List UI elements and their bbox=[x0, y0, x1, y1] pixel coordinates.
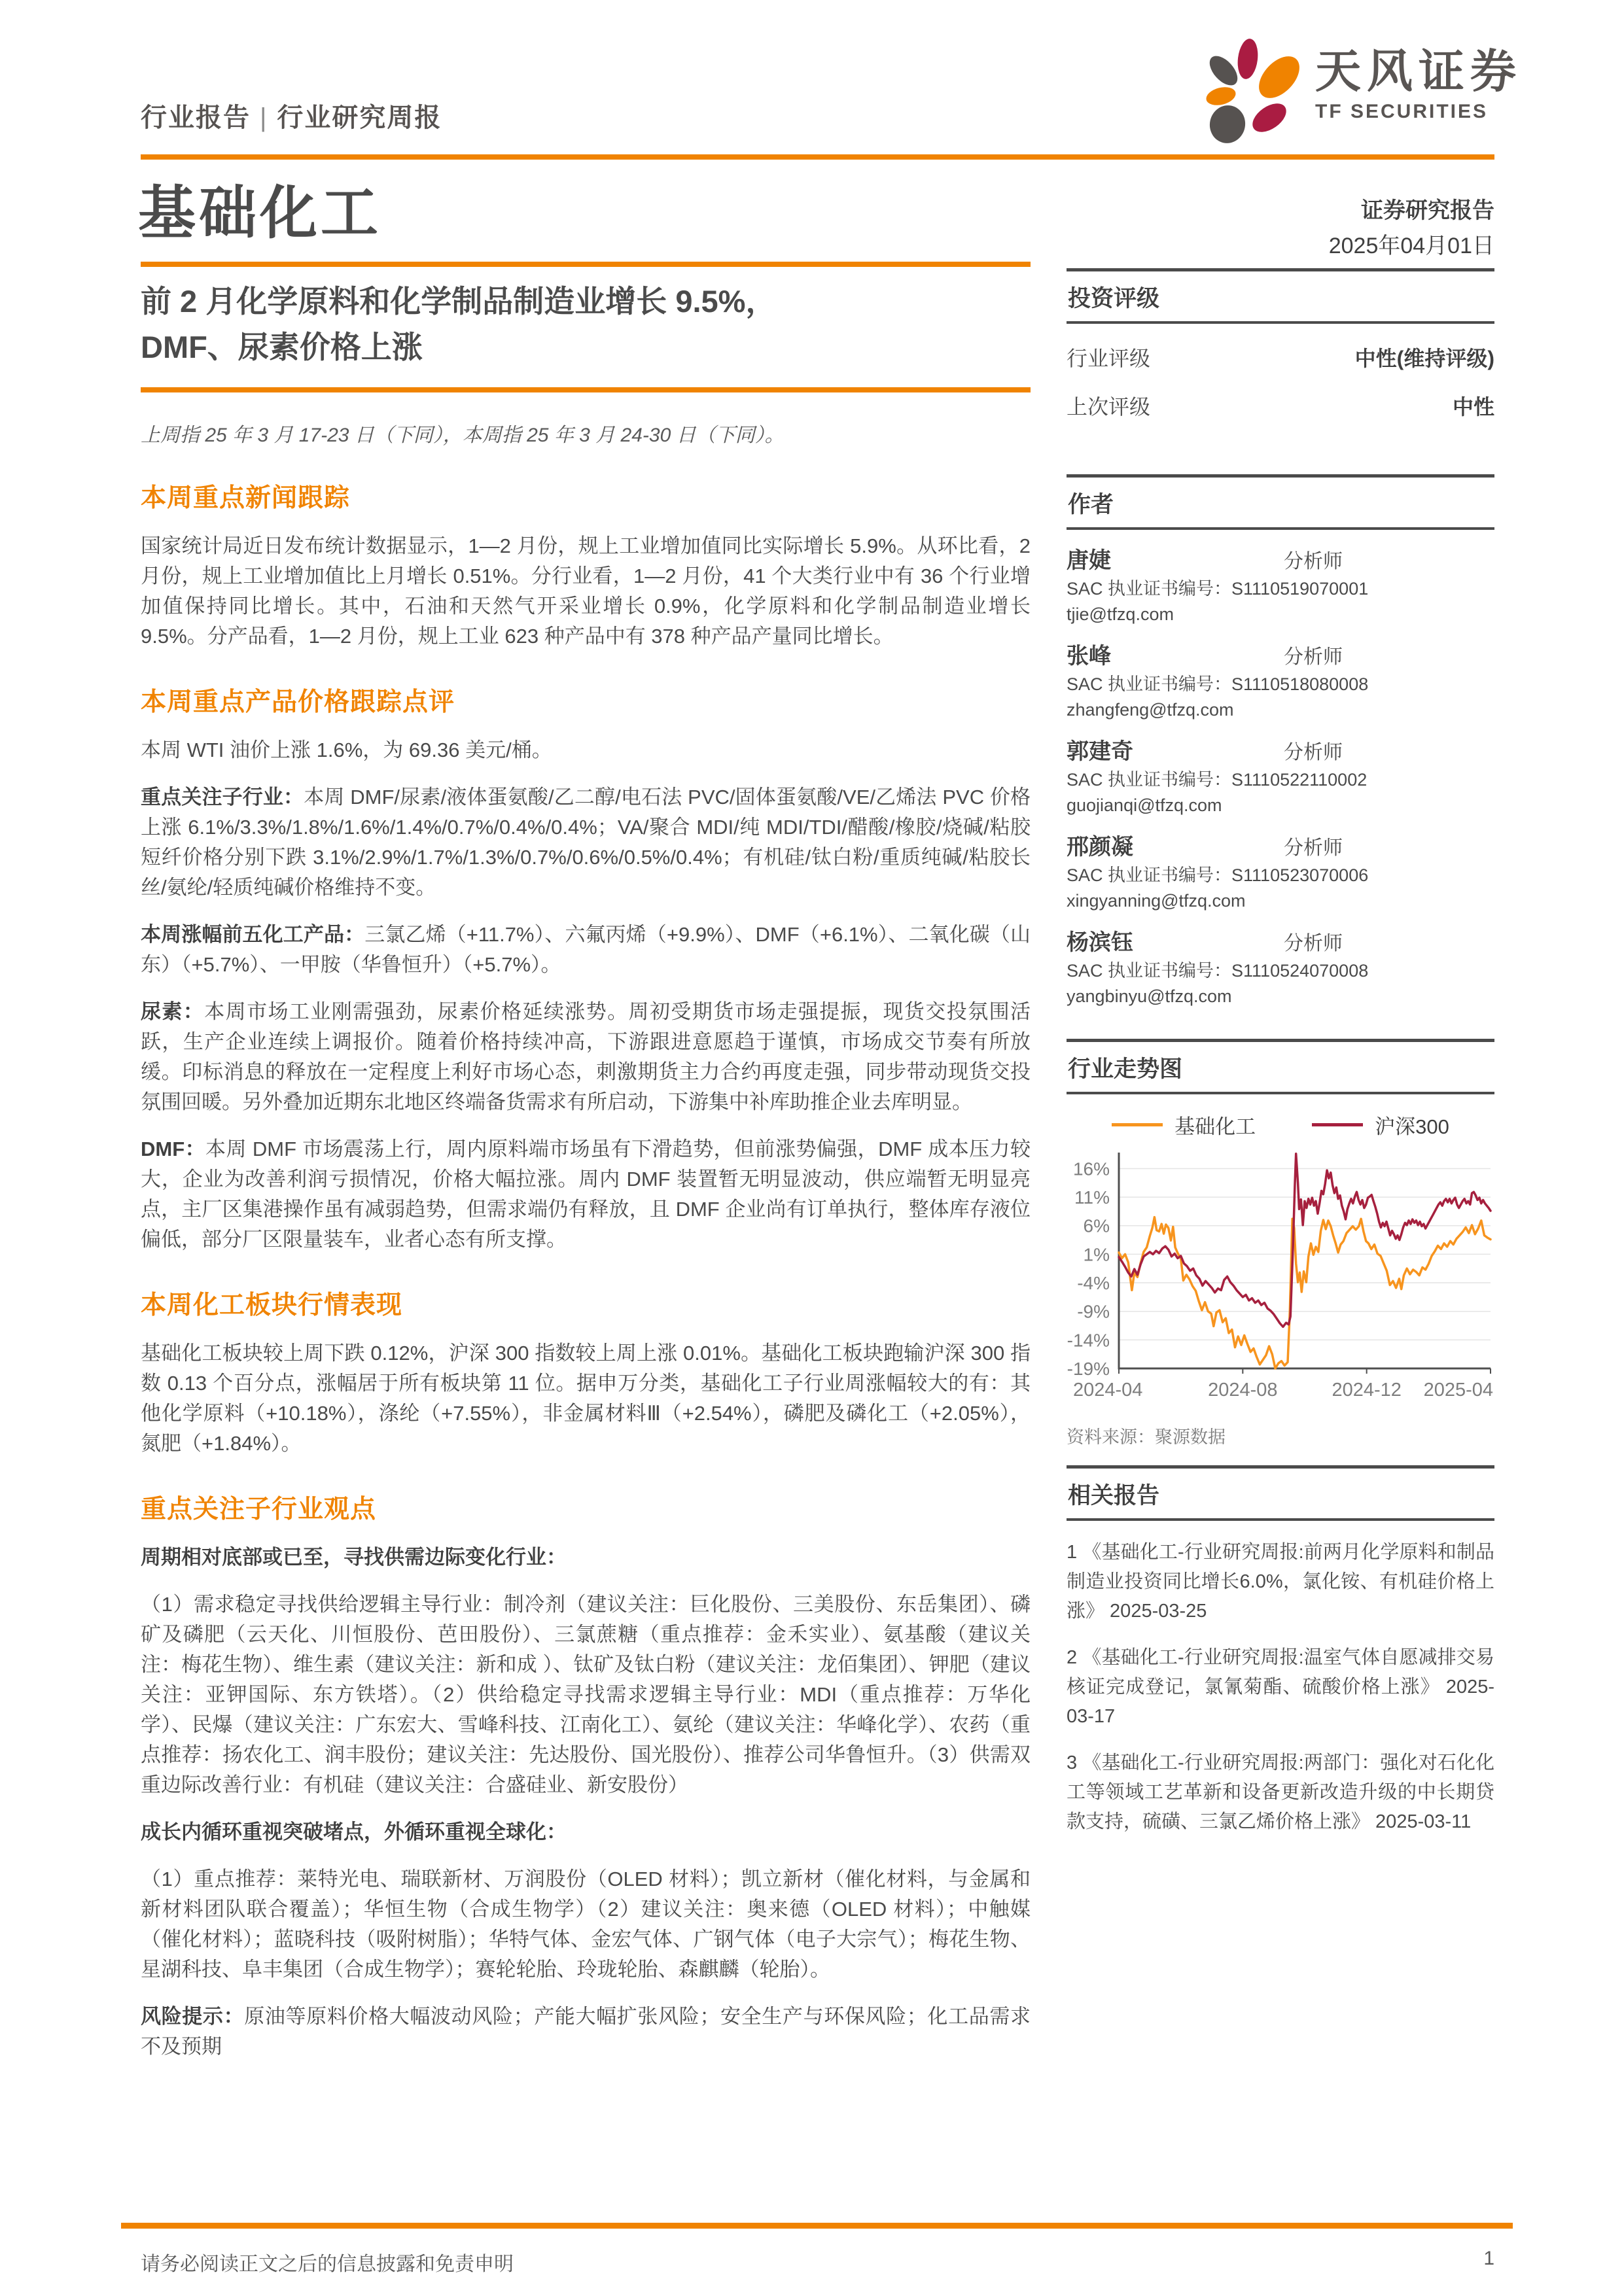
author-role: 分析师 bbox=[1284, 933, 1343, 954]
sidebar bbox=[1067, 268, 1494, 1837]
legend-swatch bbox=[1312, 1123, 1363, 1126]
rating-row bbox=[1067, 342, 1494, 372]
legend-label: 沪深300 bbox=[1375, 1115, 1449, 1138]
rating-value: 中性 bbox=[1452, 395, 1494, 419]
body-paragraph bbox=[141, 1542, 1031, 1573]
rating-label: 上次评级 bbox=[1067, 395, 1151, 419]
author-header bbox=[1067, 638, 1494, 670]
kicker-report-subtype: 行业研究周报 bbox=[277, 103, 442, 132]
paragraph-text: 本周 DMF/尿素/液体蛋氨酸/乙二醇/电石法 PVC/固体蛋氨酸/VE/乙烯法 PVC 价格上涨 6.1%/3.3%/1.8%/1.6%/1.4%/0.7%/0.4%/0.4%；VA/聚合 MDI/纯 MDI/TDI/醋酸/橡胶/烧碱/粘胶短纤价格分别下跌 3.1%/2.9%/1.7%/1.3%/0.7%/0.6%/0.5%/0.4%；有机硅/钛白粉/重质纯碱/粘胶长丝/氨纶/轻质纯碱价格维持不变。 bbox=[141, 786, 1031, 899]
authors-heading: 作者 bbox=[1067, 478, 1494, 530]
paragraph-text: （1）需求稳定寻找供给逻辑主导行业：制冷剂（建议关注：巨化股份、三美股份、东岳集团）、磷矿及磷肥（云天化、川恒股份、芭田股份）、三氯蔗糖（重点推荐：金禾实业）、氨基酸（建议关注：梅花生物）、维生素（建议关注：新和成 ）、钛矿及钛白粉（建议关注：龙佰集团）、钾肥（建议关注：亚钾国际、东方铁塔）。（2）供给稳定寻找需求逻辑主导行业：MDI（重点推荐：万华化学）、民爆（建议关注：广东宏大、雪峰科技、江南化工）、氨纶（建议关注：华峰化学）、农药（重点推荐：扬农化工、润丰股份；建议关注：先达股份、国光股份）、推荐公司华鲁恒升。（3）供需双重边际改善行业：有机硅（建议关注：合盛硅业、新安股份） bbox=[141, 1593, 1031, 1796]
author-entry bbox=[1067, 924, 1494, 1007]
author-name: 郭建奇 bbox=[1067, 739, 1133, 764]
author-name: 唐婕 bbox=[1067, 548, 1111, 573]
y-tick-label: -4% bbox=[1077, 1273, 1110, 1294]
author-email: guojianqi@tfzq.com bbox=[1067, 795, 1222, 815]
paragraph-lead: 本周涨幅前五化工产品： bbox=[141, 923, 365, 946]
x-tick-label: 2025-04 bbox=[1423, 1380, 1493, 1400]
author-header bbox=[1067, 733, 1494, 765]
body-paragraph bbox=[141, 1864, 1031, 1985]
y-tick-label: -9% bbox=[1077, 1301, 1110, 1322]
page-number: 1 bbox=[1483, 2248, 1494, 2269]
report-date: 2025年04月01日 bbox=[1328, 234, 1494, 258]
section-heading: 本周化工板块行情表现 bbox=[141, 1291, 403, 1319]
x-tick-label: 2024-12 bbox=[1332, 1380, 1402, 1400]
paragraph-lead: 重点关注子行业： bbox=[141, 786, 304, 809]
y-tick-label: -19% bbox=[1067, 1359, 1110, 1379]
x-tick-label: 2024-04 bbox=[1073, 1380, 1143, 1400]
paragraph-text: 本周 WTI 油价上涨 1.6%，为 69.36 美元/桶。 bbox=[141, 739, 552, 761]
x-tick-label: 2024-08 bbox=[1208, 1380, 1278, 1400]
trend-block bbox=[1067, 1039, 1494, 1448]
period-note: 上周指 25 年 3 月 17-23 日（下同），本周指 25 年 3 月 24-30 日（下同）。 bbox=[141, 425, 785, 446]
logo-petal-crimson-bottom bbox=[1247, 97, 1291, 137]
rating-heading: 投资评级 bbox=[1067, 271, 1494, 324]
industry-title: 基础化工 bbox=[138, 181, 382, 245]
kicker-report-type: 行业报告 bbox=[141, 103, 251, 132]
section-heading: 本周重点产品价格跟踪点评 bbox=[141, 688, 455, 716]
trend-chart-svg bbox=[1067, 1146, 1494, 1408]
logo-petal-gray-upperleft bbox=[1205, 51, 1243, 90]
rating-block bbox=[1067, 268, 1494, 445]
related-reports-heading: 相关报告 bbox=[1067, 1469, 1494, 1521]
author-cert: SAC 执业证书编号：S1110523070006 bbox=[1067, 865, 1369, 885]
author-header bbox=[1067, 829, 1494, 861]
logo-petal-crimson-top bbox=[1235, 37, 1260, 80]
body-paragraph bbox=[141, 1590, 1031, 1800]
body-paragraph bbox=[141, 1817, 1031, 1847]
paragraph-lead: 成长内循环重视突破堵点，外循环重视全球化： bbox=[141, 1820, 567, 1843]
body-paragraph bbox=[141, 920, 1031, 980]
brand-logo bbox=[1201, 37, 1522, 147]
rating-rows bbox=[1067, 342, 1494, 445]
body-paragraph bbox=[141, 531, 1031, 652]
disclaimer-note: 请务必阅读正文之后的信息披露和免责申明 bbox=[141, 2253, 514, 2275]
footer-divider bbox=[121, 2223, 1513, 2229]
author-role: 分析师 bbox=[1284, 551, 1343, 572]
body-paragraph bbox=[141, 1338, 1031, 1459]
paragraph-text: 本周 DMF 市场震荡上行，周内原料端市场虽有下滑趋势，但前涨势偏强，DMF 成本压力较大，企业为改善利润亏损情况，价格大幅拉涨。周内 DMF 装置暂无明显波动，供应端暂无明显亮点，主厂区集港操作虽有减弱趋势，但需求端仍有释放，且 DMF 企业尚有订单执行，整体库存液位偏低，部分厂区限量装车，业者心态有所支撑。 bbox=[141, 1138, 1031, 1251]
author-role: 分析师 bbox=[1284, 837, 1343, 859]
y-tick-label: -14% bbox=[1067, 1330, 1110, 1351]
chart-axes bbox=[1119, 1153, 1491, 1368]
author-cert: SAC 执业证书编号：S1110519070001 bbox=[1067, 579, 1369, 599]
authors-block bbox=[1067, 474, 1494, 1022]
author-email: tjie@tfzq.com bbox=[1067, 604, 1174, 624]
author-entry bbox=[1067, 829, 1494, 912]
author-cert: SAC 执业证书编号：S1110518080008 bbox=[1067, 674, 1369, 694]
author-entry bbox=[1067, 733, 1494, 816]
author-entry bbox=[1067, 638, 1494, 721]
y-tick-label: 11% bbox=[1074, 1187, 1110, 1208]
report-title-block bbox=[141, 262, 1031, 392]
section-heading: 本周重点新闻跟踪 bbox=[141, 484, 351, 512]
breadcrumb bbox=[141, 97, 442, 134]
brand-name-en: TF SECURITIES bbox=[1315, 101, 1489, 122]
logo-petal-gray-bottom bbox=[1207, 102, 1249, 147]
paragraph-text: 国家统计局近日发布统计数据显示，1—2 月份，规上工业增加值同比实际增长 5.9%。从环比看，2 月份，规上工业增加值比上月增长 0.51%。分行业看，1—2 月份，41 个大类行业中有 36 个行业增加值保持同比增长。其中，石油和天然气开采业增长 0.9%，化学原料和化学制品制造业增长 9.5%。分产品看，1—2 月份，规上工业 623 种产品中有 378 种产品产量同比增长。 bbox=[141, 534, 1031, 648]
brand-text bbox=[1315, 43, 1522, 123]
author-role: 分析师 bbox=[1284, 646, 1343, 668]
chart-legend bbox=[1067, 1110, 1494, 1139]
doc-type-label: 证券研究报告 bbox=[1361, 198, 1494, 223]
y-tick-label: 16% bbox=[1072, 1158, 1110, 1179]
author-entry bbox=[1067, 542, 1494, 625]
paragraph-text: （1）重点推荐：莱特光电、瑞联新材、万润股份（OLED 材料）；凯立新材（催化材料，与金属和新材料团队联合覆盖）；华恒生物（合成生物学）（2）建议关注：奥来德（OLED 材料）；中触媒（催化材料）；蓝晓科技（吸附树脂）；华特气体、金宏气体、广钢气体（电子大宗气）；梅花生物、星湖科技、阜丰集团（合成生物学）；赛轮轮胎、玲珑轮胎、森麒麟（轮胎）。 bbox=[141, 1868, 1031, 1981]
rating-label: 行业评级 bbox=[1067, 347, 1151, 370]
series-line-基础化工 bbox=[1119, 1217, 1491, 1368]
author-name: 张峰 bbox=[1067, 644, 1111, 669]
tf-flower-icon bbox=[1201, 37, 1301, 147]
body-paragraph bbox=[141, 735, 1031, 765]
trend-chart bbox=[1067, 1146, 1494, 1411]
paragraph-lead: DMF： bbox=[141, 1138, 206, 1160]
article-body bbox=[141, 478, 1031, 2062]
author-header bbox=[1067, 924, 1494, 956]
author-name: 杨滨钰 bbox=[1067, 930, 1133, 955]
paragraph-lead: 周期相对底部或已至，寻找供需边际变化行业： bbox=[141, 1546, 567, 1569]
rating-row bbox=[1067, 391, 1494, 421]
author-cert: SAC 执业证书编号：S1110522110002 bbox=[1067, 770, 1368, 790]
related-reports-block bbox=[1067, 1465, 1494, 1837]
related-report-item: 1 《基础化工-行业研究周报:前两月化学原料和制品制造业投资同比增长6.0%，氯化铵、有机硅价格上涨》 2025-03-25 bbox=[1067, 1542, 1494, 1622]
paragraph-text: 基础化工板块较上周下跌 0.12%，沪深 300 指数较上周上涨 0.01%。基础化工板块跑输沪深 300 指数 0.13 个百分点，涨幅居于所有板块第 11 位。据申万分类，基础化工子行业周涨幅较大的有：其他化学原料（+10.18%），涤纶（+7.55%），非金属材料Ⅲ（+2.54%），磷肥及磷化工（+2.05%），氮肥（+1.84%）。 bbox=[141, 1342, 1031, 1455]
related-report-item: 3 《基础化工-行业研究周报:两部门：强化对石化化工等领域工艺革新和设备更新改造升级的中长期贷款支持，硫磺、三氯乙烯价格上涨》 2025-03-11 bbox=[1067, 1752, 1494, 1832]
y-tick-label: 1% bbox=[1083, 1244, 1110, 1265]
article-column bbox=[141, 262, 1031, 2062]
author-email: yangbinyu@tfzq.com bbox=[1067, 986, 1232, 1006]
logo-petal-orange-left bbox=[1205, 84, 1238, 108]
paragraph-lead: 尿素： bbox=[141, 1000, 205, 1023]
report-title: 前 2 月化学原料和化学制品制造业增长 9.5%， DMF、尿素价格上涨 bbox=[141, 284, 777, 364]
kicker-separator: | bbox=[260, 103, 268, 132]
paragraph-text: 原油等原料价格大幅波动风险；产能大幅扩张风险；安全生产与环保风险；化工品需求不及预期 bbox=[141, 2005, 1031, 2058]
y-tick-label: 6% bbox=[1083, 1215, 1110, 1236]
trend-heading: 行业走势图 bbox=[1067, 1042, 1494, 1094]
body-paragraph bbox=[141, 997, 1031, 1117]
body-paragraph bbox=[141, 782, 1031, 903]
legend-item bbox=[1312, 1110, 1449, 1139]
author-role: 分析师 bbox=[1284, 742, 1343, 763]
legend-label: 基础化工 bbox=[1174, 1115, 1256, 1138]
section-heading: 重点关注子行业观点 bbox=[141, 1495, 377, 1523]
author-header bbox=[1067, 542, 1494, 574]
header-divider bbox=[141, 154, 1494, 160]
related-report-item: 2 《基础化工-行业研究周报:温室气体自愿减排交易核证完成登记，氯氰菊酯、硫酸价格上涨》 2025-03-17 bbox=[1067, 1647, 1494, 1727]
author-cert: SAC 执业证书编号：S1110524070008 bbox=[1067, 961, 1369, 981]
body-paragraph bbox=[141, 1134, 1031, 1255]
authors-list bbox=[1067, 542, 1494, 1022]
author-name: 邢颜凝 bbox=[1067, 835, 1133, 860]
related-reports-list bbox=[1067, 1538, 1494, 1837]
author-email: xingyanning@tfzq.com bbox=[1067, 891, 1246, 911]
chart-source: 资料来源：聚源数据 bbox=[1067, 1427, 1226, 1447]
legend-item bbox=[1112, 1110, 1256, 1139]
paragraph-lead: 风险提示： bbox=[141, 2005, 245, 2028]
body-paragraph bbox=[141, 2002, 1031, 2062]
paragraph-text: 三氯乙烯（+11.7%）、六氟丙烯（+9.9%）、DMF（+6.1%）、二氧化碳（山东）（+5.7%）、一甲胺（华鲁恒升）（+5.7%）。 bbox=[141, 923, 1031, 976]
rating-value: 中性(维持评级) bbox=[1354, 347, 1494, 370]
logo-petal-orange-right bbox=[1251, 49, 1301, 106]
brand-name-cn: 天风证券 bbox=[1315, 46, 1522, 97]
author-email: zhangfeng@tfzq.com bbox=[1067, 700, 1234, 720]
legend-swatch bbox=[1112, 1123, 1163, 1126]
paragraph-text: 本周市场工业刚需强劲，尿素价格延续涨势。周初受期货市场走强提振，现货交投氛围活跃，生产企业连续上调报价。随着价格持续冲高，下游跟进意愿趋于谨慎，市场成交节奏有所放缓。印标消息的释放在一定程度上利好市场心态，刺激期货主力合约再度走强，同步带动现货交投氛围回暖。另外叠加近期东北地区终端备货需求有所启动，下游集中补库助推企业去库明显。 bbox=[141, 1000, 1031, 1113]
